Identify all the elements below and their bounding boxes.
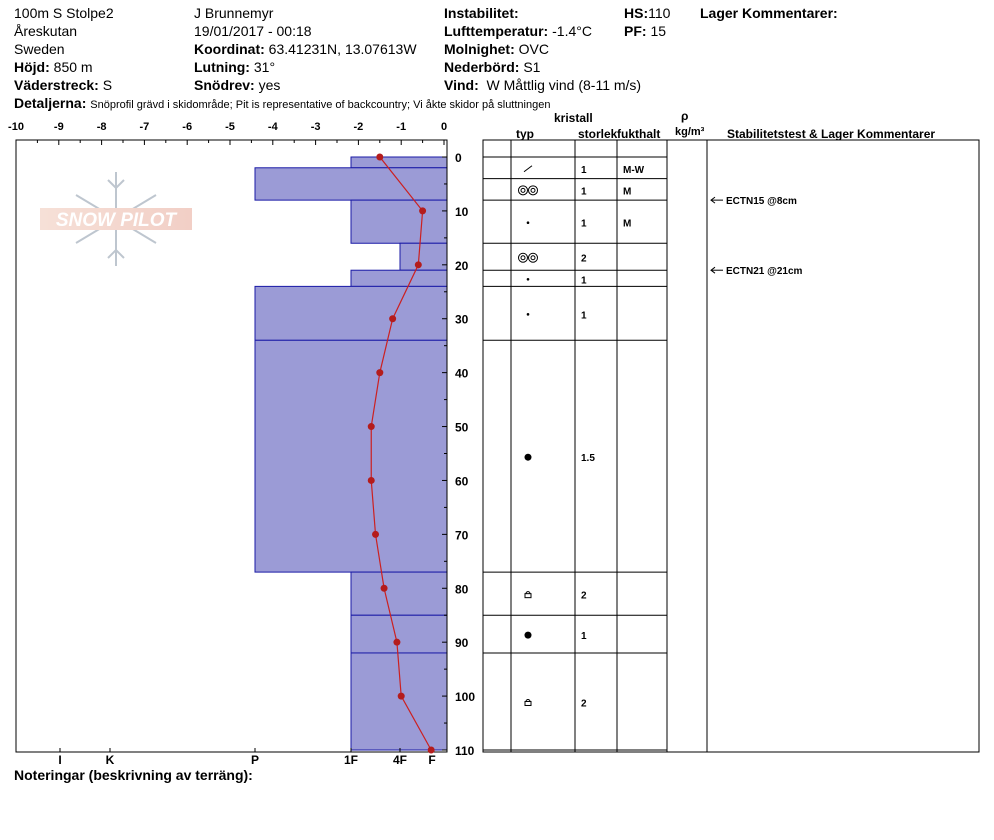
hardness-tick-label: 4F <box>392 753 408 767</box>
layer-size: 1 <box>581 186 587 198</box>
depth-tick-label: 90 <box>455 636 469 651</box>
type-header: typ <box>516 127 534 141</box>
layer-size: 2 <box>581 590 587 602</box>
faceted-icon <box>525 699 531 705</box>
crystal-header: kristall <box>554 111 593 125</box>
aspect-value: S <box>102 77 113 93</box>
slope-value: 31° <box>253 59 276 75</box>
sky-value: OVC <box>518 41 549 57</box>
temp-tick-label: -10 <box>8 121 24 133</box>
stability-header: Stabilitetstest & Lager Kommentarer <box>727 127 936 141</box>
temperature-point <box>415 261 422 268</box>
layer-size: 2 <box>581 698 587 710</box>
instability-label: Instabilitet: <box>444 5 519 21</box>
rho-header: ρ <box>681 109 689 123</box>
coordinate-value: 63.41231N, 13.07613W <box>268 41 417 57</box>
layer-size: 2 <box>581 253 587 265</box>
temp-tick-label: -1 <box>396 121 407 133</box>
depth-tick-label: 40 <box>455 366 469 381</box>
hardness-tick-label: P <box>250 753 260 767</box>
drift-label: Snödrev: <box>194 77 255 93</box>
country-name: Sweden <box>14 41 65 57</box>
temperature-point <box>419 207 426 214</box>
layer-moisture: M-W <box>623 164 645 176</box>
round-outer <box>529 253 538 262</box>
coordinate-label: Koordinat: <box>194 41 265 57</box>
details-label: Detaljerna: <box>14 95 87 111</box>
details-value: Snöprofil grävd i skidområde; Pit is representative of backcountry; Vi åkte skidor på sluttningen <box>90 99 551 111</box>
hardness-bar <box>255 168 447 200</box>
hs-label: HS: <box>624 5 649 21</box>
temp-tick-label: -5 <box>225 121 235 133</box>
size-header: storlek <box>578 127 618 141</box>
layer-moisture: M <box>623 186 632 198</box>
depth-tick-label: 70 <box>455 528 469 543</box>
round-outer <box>519 186 528 195</box>
round-inner <box>531 256 535 260</box>
layer-size: 1 <box>581 310 587 322</box>
depth-tick-label: 100 <box>455 690 476 705</box>
layer-size: 1 <box>581 164 587 176</box>
hardness-bar <box>400 243 447 270</box>
elevation-label: Höjd: <box>14 59 50 75</box>
depth-tick-label: 30 <box>455 312 469 327</box>
hardness-bar <box>255 286 447 340</box>
hardness-tick-label: I <box>58 753 62 767</box>
layer-size: 1 <box>581 275 587 287</box>
facet-box <box>525 701 531 705</box>
dot-large-icon <box>525 454 532 461</box>
temperature-point <box>381 585 388 592</box>
faceted-icon <box>525 592 531 598</box>
temp-tick-label: -4 <box>267 121 278 133</box>
wind-label: Vind: <box>444 77 479 93</box>
slash-stroke <box>524 166 532 172</box>
depth-tick-label: 0 <box>455 151 462 165</box>
rounds-double-icon <box>519 253 538 262</box>
round-inner <box>521 256 525 260</box>
hardness-tick-label: F <box>428 753 436 767</box>
temperature-point <box>428 747 435 754</box>
pf-value: 15 <box>650 23 667 39</box>
observation-datetime: 19/01/2017 - 00:18 <box>194 23 312 39</box>
temperature-point <box>376 369 383 376</box>
stability-test-label: ECTN15 @8cm <box>726 196 797 208</box>
dot <box>527 313 530 316</box>
moisture-header: fukthalt <box>617 127 661 141</box>
depth-tick-label: 80 <box>455 582 469 597</box>
temp-tick-label: -6 <box>182 121 193 133</box>
wind-value: W Måttlig vind (8-11 m/s) <box>486 77 642 93</box>
observer-name: J Brunnemyr <box>194 5 274 21</box>
hardness-tick-label: 1F <box>343 753 359 767</box>
temperature-point <box>393 639 400 646</box>
depth-tick-label: 60 <box>455 474 469 489</box>
round-inner <box>521 188 525 192</box>
pf-label: PF: <box>624 23 647 39</box>
area-name: Åreskutan <box>14 23 78 39</box>
site-name: 100m S Stolpe2 <box>14 5 114 21</box>
depth-tick-label: 110 <box>455 744 475 758</box>
temperature-point <box>376 154 383 161</box>
dot <box>525 454 532 461</box>
depth-tick-label: 50 <box>455 420 469 435</box>
dot-small-icon <box>527 313 530 316</box>
airtemp-label: Lufttemperatur: <box>444 23 549 39</box>
hardness-bar <box>255 340 447 572</box>
hardness-bar <box>351 615 447 653</box>
facet-box <box>525 594 531 598</box>
round-outer <box>529 186 538 195</box>
layer-table-frame <box>483 140 979 752</box>
layer-moisture: M <box>623 218 632 230</box>
snowpilot-logo <box>40 172 192 266</box>
dot-large-icon <box>525 632 532 639</box>
drift-value: yes <box>258 77 281 93</box>
dot-small-icon <box>527 221 530 224</box>
round-outer <box>519 253 528 262</box>
dot <box>525 632 532 639</box>
sky-label: Molnighet: <box>444 41 515 57</box>
hardness-bar <box>351 157 447 168</box>
layer-comments-label: Lager Kommentarer: <box>700 5 838 21</box>
dot <box>527 278 530 281</box>
round-inner <box>531 188 535 192</box>
aspect-label: Väderstreck: <box>14 77 99 93</box>
temperature-point <box>372 531 379 538</box>
depth-tick-label: 20 <box>455 258 469 273</box>
layer-size: 1.5 <box>581 453 595 465</box>
slope-label: Lutning: <box>194 59 250 75</box>
hardness-tick-label: K <box>105 753 115 767</box>
dot <box>527 221 530 224</box>
hardness-bar <box>351 572 447 615</box>
temp-tick-label: -7 <box>139 121 150 133</box>
stability-test-label: ECTN21 @21cm <box>726 266 803 278</box>
temperature-point <box>368 477 375 484</box>
temp-tick-label: -8 <box>96 121 107 133</box>
temp-tick-label: 0 <box>440 121 448 133</box>
hardness-bar <box>351 200 447 243</box>
depth-tick-label: 10 <box>455 204 469 219</box>
hardness-bar <box>351 270 447 286</box>
elevation-value: 850 m <box>53 59 93 75</box>
precip-label: Nederbörd: <box>444 59 520 75</box>
hs-value: 110 <box>648 5 671 21</box>
layer-size: 1 <box>581 218 587 230</box>
layer-size: 1 <box>581 631 587 643</box>
logo-text: SNOW PILOT <box>55 210 177 231</box>
temp-tick-label: -9 <box>53 121 64 133</box>
slash-icon <box>524 166 532 172</box>
airtemp-value: -1.4°C <box>552 23 592 39</box>
precip-value: S1 <box>523 59 541 75</box>
density-unit-header: kg/m³ <box>675 126 705 138</box>
temperature-point <box>398 693 405 700</box>
notes-label: Noteringar (beskrivning av terräng): <box>14 767 253 783</box>
temperature-point <box>389 315 396 322</box>
temp-tick-label: -2 <box>353 121 364 133</box>
temp-tick-label: -3 <box>310 121 321 133</box>
temperature-point <box>368 423 375 430</box>
rounds-double-icon <box>519 186 538 195</box>
dot-small-icon <box>527 278 530 281</box>
